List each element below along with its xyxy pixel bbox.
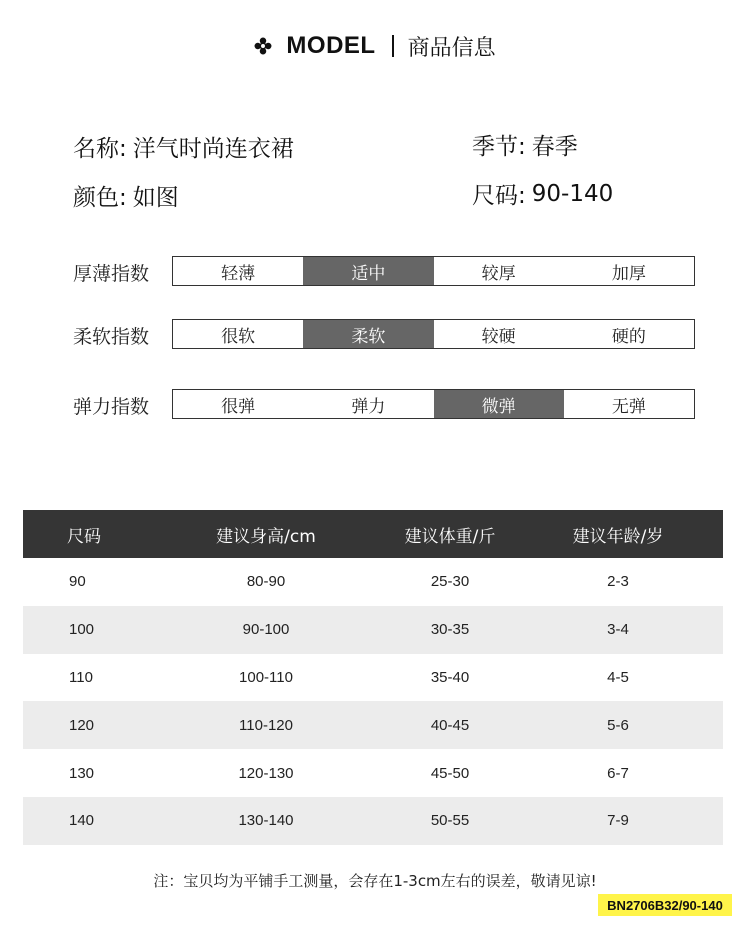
index-option: 很弹 — [221, 396, 256, 417]
header-subtitle: 商品信息 — [407, 35, 496, 61]
info-size-label: 尺码: — [472, 183, 526, 209]
info-name-label: 名称: — [73, 136, 127, 162]
brand-title: MODEL — [286, 32, 376, 59]
column-header: 尺码 — [67, 526, 101, 547]
table-header — [23, 510, 723, 558]
table-cell: 100 — [69, 621, 95, 639]
info-color-label: 颜色: — [73, 185, 127, 211]
header-divider — [392, 35, 394, 57]
info-color — [73, 179, 179, 212]
product-code-badge: BN2706B32/90-140 — [598, 894, 732, 916]
column-header: 建议年龄/岁 — [572, 526, 664, 547]
info-season — [472, 128, 578, 161]
index-label-thickness: 厚薄指数 — [73, 263, 150, 285]
table-row — [23, 797, 723, 845]
table-cell: 3-4 — [607, 621, 629, 639]
index-option: 加厚 — [611, 263, 646, 284]
index-scale-softness — [172, 319, 695, 349]
table-row — [23, 701, 723, 749]
table-cell: 50-55 — [430, 812, 470, 830]
info-color-value: 如图 — [132, 185, 179, 211]
index-option: 硬的 — [611, 326, 646, 347]
table-cell: 35-40 — [430, 668, 470, 686]
info-size-value: 90-140 — [531, 180, 614, 207]
table-cell: 110-120 — [239, 716, 293, 734]
table-cell: 40-45 — [430, 716, 470, 734]
table-cell: 120 — [69, 716, 95, 734]
table-cell: 4-5 — [607, 668, 629, 686]
info-name-value: 洋气时尚连衣裙 — [132, 136, 294, 162]
index-option: 很软 — [221, 326, 256, 347]
info-name — [73, 130, 294, 163]
table-cell: 5-6 — [607, 716, 629, 734]
index-option: 较厚 — [481, 263, 516, 284]
table-cell: 90-100 — [242, 621, 290, 639]
index-option: 无弹 — [611, 396, 646, 417]
index-option-selected: 微弹 — [434, 390, 564, 418]
table-cell: 90 — [69, 573, 86, 591]
table-cell: 2-3 — [607, 573, 629, 591]
table-cell: 80-90 — [246, 573, 286, 591]
column-header: 建议身高/cm — [216, 526, 316, 547]
table-cell: 110 — [69, 668, 93, 686]
table-cell: 130-140 — [238, 812, 294, 830]
table-row — [23, 558, 723, 606]
table-row — [23, 654, 723, 702]
table-cell: 130 — [69, 764, 95, 782]
page-header — [0, 30, 750, 62]
index-option: 轻薄 — [221, 263, 256, 284]
index-scale-elasticity — [172, 389, 695, 419]
table-row — [23, 749, 723, 797]
index-label-elasticity: 弹力指数 — [73, 396, 150, 418]
table-row — [23, 606, 723, 654]
table-cell: 30-35 — [430, 621, 470, 639]
index-scale-thickness — [172, 256, 695, 286]
size-table — [23, 510, 723, 845]
table-cell: 120-130 — [238, 764, 294, 782]
flower-icon — [254, 37, 272, 55]
column-header: 建议体重/斤 — [404, 526, 496, 547]
measurement-note: 注：宝贝均为平铺手工测量，会存在1-3cm左右的误差，敬请见谅! — [153, 872, 597, 890]
info-season-value: 春季 — [531, 134, 578, 160]
table-cell: 140 — [69, 812, 95, 830]
table-cell: 25-30 — [430, 573, 470, 591]
table-cell: 100-110 — [239, 668, 293, 686]
index-option: 弹力 — [351, 396, 386, 417]
info-season-label: 季节: — [472, 134, 526, 160]
index-option-selected: 柔软 — [303, 320, 433, 348]
index-option: 较硬 — [481, 326, 516, 347]
index-option-selected: 适中 — [303, 257, 433, 285]
table-cell: 6-7 — [607, 764, 629, 782]
info-size — [472, 177, 613, 210]
table-cell: 7-9 — [607, 812, 629, 830]
index-label-softness: 柔软指数 — [73, 326, 150, 348]
table-cell: 45-50 — [430, 764, 470, 782]
